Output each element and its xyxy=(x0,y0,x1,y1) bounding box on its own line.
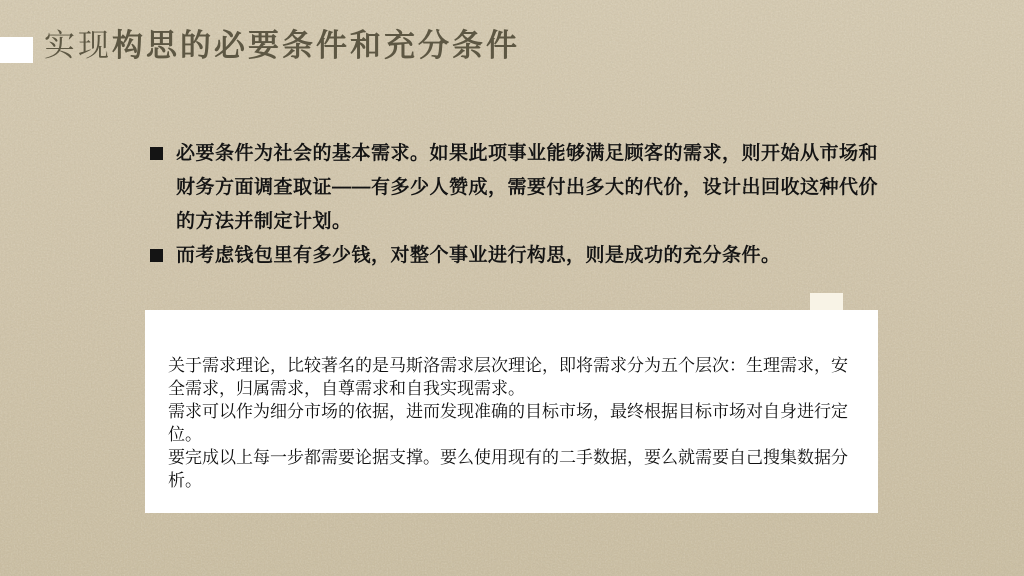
note-paragraph-1-line-1: 关于需求理论，比较著名的是马斯洛需求层次理论，即将需求分为五个层次：生理需求，安 xyxy=(168,356,848,375)
slide-title-part1: 实现 xyxy=(44,28,112,63)
bullet-2-line-1: 而考虑钱包里有多少钱，对整个事业进行构思，则是成功的充分条件。 xyxy=(176,245,781,266)
note-paragraph-2-line-2: 位。 xyxy=(168,425,202,444)
note-box-text xyxy=(145,310,878,492)
note-paragraph-3-line-1: 要完成以上每一步都需要论据支撑。要么使用现有的二手数据，要么就需要自己搜集数据分 xyxy=(168,448,848,467)
bullet-1-text xyxy=(176,137,878,239)
title-accent-bar-icon xyxy=(0,37,33,63)
bullet-2-text xyxy=(176,239,781,273)
bullet-1-line-3: 的方法并制定计划。 xyxy=(176,211,352,232)
bullet-square-icon xyxy=(150,249,163,262)
bullet-item-2 xyxy=(150,239,878,273)
note-paragraph-3-line-2: 析。 xyxy=(168,471,202,490)
bullet-1-line-2: 财务方面调查取证——有多少人赞成，需要付出多大的代价，设计出回收这种代价 xyxy=(176,177,879,198)
note-box xyxy=(145,310,878,513)
note-paragraph-2-line-1: 需求可以作为细分市场的依据，进而发现准确的目标市场，最终根据目标市场对自身进行定 xyxy=(168,402,848,421)
note-paragraph-1-line-2: 全需求，归属需求，自尊需求和自我实现需求。 xyxy=(168,379,525,398)
slide-title-part2: 构思的必要条件和充分条件 xyxy=(112,28,520,63)
slide-title xyxy=(44,28,520,64)
bullet-1-line-1: 必要条件为社会的基本需求。如果此项事业能够满足顾客的需求，则开始从市场和 xyxy=(176,143,879,164)
bullet-square-icon xyxy=(150,147,163,160)
bullet-item-1 xyxy=(150,137,878,239)
bullet-list xyxy=(150,137,878,273)
